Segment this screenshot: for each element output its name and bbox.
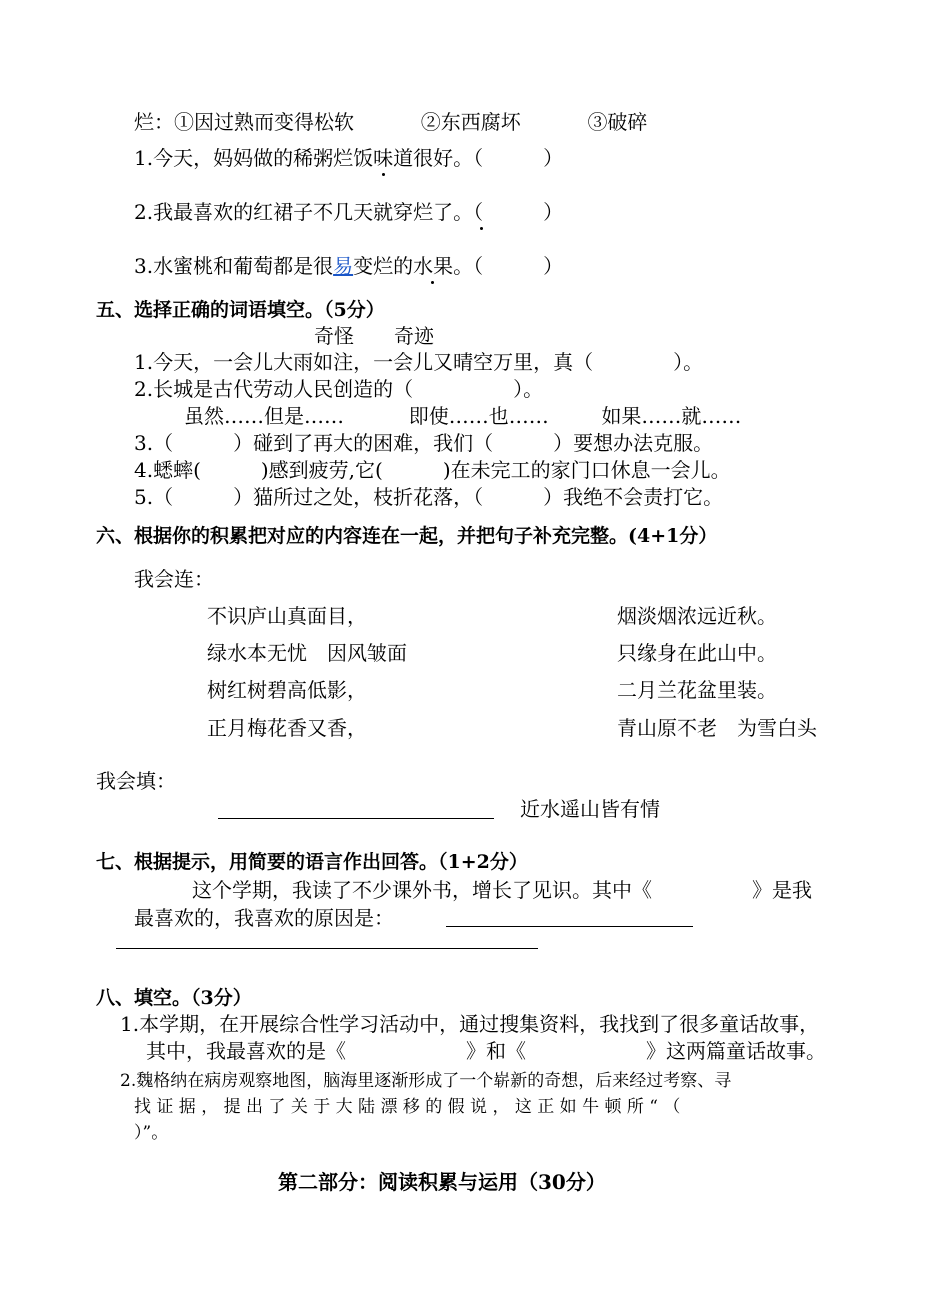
emphasis-dot — [480, 227, 483, 230]
s7-line2: 最喜欢的，我喜欢的原因是： — [134, 906, 394, 930]
s6-left-4: 正月梅花香又香， — [207, 716, 367, 740]
s6-fill: 近水遥山皆有情 — [520, 797, 660, 821]
s8-q2c: ）”。 — [134, 1123, 169, 1143]
part2-heading: 第二部分：阅读积累与运用（30分） — [278, 1170, 606, 1194]
s4-q1: 1.今天，妈妈做的稀粥烂饭味道很好。（ ） — [134, 146, 564, 170]
answer-blank-line-2[interactable] — [116, 948, 538, 949]
emphasis-dot — [431, 281, 434, 284]
s8-title: 八、填空。（3分） — [96, 987, 252, 1009]
word-pair-3: 如果……就…… — [601, 404, 742, 428]
s6-left-1: 不识庐山真面目， — [207, 604, 367, 628]
def-3: ③破碎 — [587, 110, 648, 134]
s6-tian: 我会填： — [96, 769, 176, 793]
s8-q2b: 找 证 据 ， 提 出 了 关 于 大 陆 漂 移 的 假 说 ， 这 正 如 牛 顿 所 “ （ — [134, 1097, 681, 1117]
s5-title: 五、选择正确的词语填空。（5分） — [96, 299, 385, 321]
s6-lian: 我会连： — [134, 567, 214, 591]
s6-right-1: 烟淡烟浓远近秋。 — [617, 604, 777, 628]
s5-q1: 1.今天，一会儿大雨如注，一会儿又晴空万里，真（ ）。 — [134, 350, 704, 374]
s6-title: 六、根据你的积累把对应的内容连在一起，并把句子补充完整。(4+1分） — [96, 525, 718, 547]
s4-def — [134, 110, 647, 134]
emphasis-dot — [382, 173, 385, 176]
q3-link[interactable]: 易 — [333, 254, 354, 278]
q3-text-b: 变烂的水果。（ ） — [353, 254, 564, 278]
s5-words1: 奇怪 奇迹 — [314, 324, 434, 348]
q3-text-a: 3.水蜜桃和葡萄都是很 — [134, 254, 334, 278]
def-2: ②东西腐坏 — [420, 110, 521, 134]
s5-q4: 4.蟋蟀( )感到疲劳,它( )在未完工的家门口休息一会儿。 — [134, 458, 731, 482]
s8-q1b: 其中，我最喜欢的是《 》和《 》这两篇童话故事。 — [146, 1039, 826, 1063]
answer-blank-line-1[interactable] — [446, 926, 693, 927]
s4-q3 — [134, 254, 563, 278]
s7-line1: 这个学期，我读了不少课外书，增长了见识。其中《 》是我 — [192, 878, 812, 902]
def-1: 烂：①因过熟而变得松软 — [134, 110, 354, 134]
s6-right-3: 二月兰花盆里装。 — [617, 678, 777, 702]
s5-q2: 2.长城是古代劳动人民创造的（ ）。 — [134, 377, 544, 401]
s6-right-2: 只缘身在此山中。 — [617, 641, 777, 665]
s7-title: 七、根据提示，用简要的语言作出回答。（1+2分） — [96, 851, 528, 873]
s5-q3: 3.（ ）碰到了再大的困难，我们（ ）要想办法克服。 — [134, 431, 714, 455]
fill-blank-line[interactable] — [218, 818, 494, 819]
s5-words2 — [184, 404, 741, 428]
s6-left-2: 绿水本无忧 因风皱面 — [207, 641, 407, 665]
s6-left-3: 树红树碧高低影， — [207, 678, 367, 702]
s5-q5: 5.（ ）猫所过之处，枝折花落，（ ）我绝不会责打它。 — [134, 485, 724, 509]
word-pair-2: 即使……也…… — [408, 404, 549, 428]
s6-right-4: 青山原不老 为雪白头 — [617, 716, 817, 740]
word-pair-1: 虽然……但是…… — [184, 404, 344, 428]
s4-q2: 2.我最喜欢的红裙子不几天就穿烂了。（ ） — [134, 200, 564, 224]
s8-q2a: 2.魏格纳在病房观察地图，脑海里逐渐形成了一个崭新的奇想，后来经过考察、寻 — [120, 1071, 732, 1091]
s8-q1a: 1.本学期，在开展综合性学习活动中，通过搜集资料，我找到了很多童话故事， — [120, 1012, 820, 1036]
